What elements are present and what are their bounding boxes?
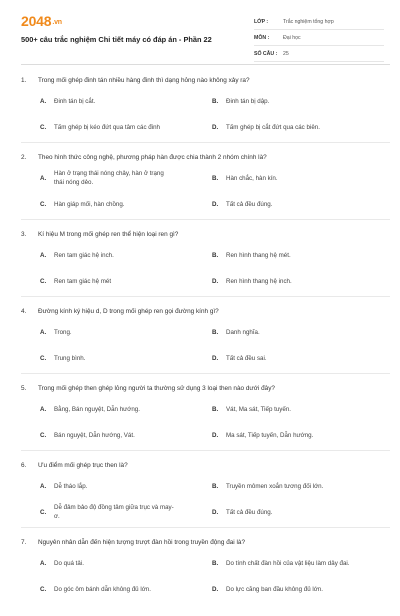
doc-title: 500+ câu trắc nghiệm Chi tiết máy có đáp án - Phần 22 bbox=[21, 35, 212, 44]
question-divider bbox=[21, 142, 390, 143]
option-text: Ren hình thang hệ mét. bbox=[226, 251, 291, 259]
option-text: Do tính chất đàn hồi của vật liệu làm dây đai. bbox=[226, 559, 350, 567]
option-a[interactable] bbox=[40, 476, 200, 496]
option-letter: D. bbox=[212, 277, 219, 285]
option-letter: B. bbox=[212, 328, 219, 336]
option-a[interactable] bbox=[40, 245, 200, 265]
option-a[interactable] bbox=[40, 322, 200, 342]
option-text: Do góc ôm bánh dẫn không đủ lớn. bbox=[54, 585, 151, 593]
option-text: Hàn ở trạng thái nóng chảy, hàn ở trạng thái nóng dẻo. bbox=[54, 170, 164, 186]
option-a[interactable] bbox=[40, 168, 200, 188]
option-a[interactable] bbox=[40, 91, 200, 111]
question-item bbox=[0, 231, 400, 308]
option-letter: A. bbox=[40, 482, 47, 490]
option-d[interactable] bbox=[212, 579, 382, 599]
question-list bbox=[0, 77, 400, 616]
meta-table bbox=[254, 14, 384, 62]
header-divider bbox=[21, 64, 390, 65]
option-letter: D. bbox=[212, 123, 219, 131]
option-text: Danh nghĩa. bbox=[226, 328, 260, 336]
site-logo[interactable]: 2048.vn bbox=[21, 13, 62, 29]
option-letter: D. bbox=[212, 354, 219, 362]
option-a[interactable] bbox=[40, 399, 200, 419]
question-number: 5. bbox=[21, 385, 27, 392]
question-item bbox=[0, 77, 400, 154]
option-text: Tất cả đều đúng. bbox=[226, 508, 273, 516]
option-letter: D. bbox=[212, 431, 219, 439]
option-letter: B. bbox=[212, 174, 219, 182]
option-text: Đinh tán bị cắt. bbox=[54, 97, 96, 105]
option-a[interactable] bbox=[40, 553, 200, 573]
option-text: Bằng, Bán nguyệt, Dẫn hướng. bbox=[54, 405, 140, 413]
option-d[interactable] bbox=[212, 271, 382, 291]
question-number: 3. bbox=[21, 231, 27, 238]
question-text: 5. Trong mối ghép then ghép lỏng người ta thường sử dụng 3 loại then nào dưới đây? bbox=[21, 385, 275, 392]
option-text: Truyền mômen xoắn tương đối lớn. bbox=[226, 482, 324, 490]
option-text: Do lực căng ban đầu không đủ lớn. bbox=[226, 585, 323, 593]
option-b[interactable] bbox=[212, 476, 382, 496]
option-letter: B. bbox=[212, 482, 219, 490]
meta-value: Trắc nghiệm tổng hợp bbox=[283, 18, 334, 25]
option-letter: D. bbox=[212, 508, 219, 516]
option-c[interactable] bbox=[40, 348, 200, 368]
option-letter: B. bbox=[212, 251, 219, 259]
option-text: Tất cả đều đúng. bbox=[226, 200, 273, 208]
option-letter: D. bbox=[212, 200, 219, 208]
option-letter: C. bbox=[40, 354, 47, 362]
option-c[interactable] bbox=[40, 271, 200, 291]
question-divider bbox=[21, 219, 390, 220]
option-b[interactable] bbox=[212, 553, 382, 573]
question-text: 6. Ưu điểm mối ghép trục then là? bbox=[21, 462, 128, 469]
option-text: Hàn giáp mối, hàn chồng. bbox=[54, 200, 125, 208]
option-d[interactable] bbox=[212, 117, 382, 137]
question-number: 7. bbox=[21, 539, 27, 546]
option-letter: B. bbox=[212, 405, 219, 413]
option-b[interactable] bbox=[212, 399, 382, 419]
option-c[interactable] bbox=[40, 579, 200, 599]
question-item bbox=[0, 308, 400, 385]
option-text: Trung bình. bbox=[54, 354, 86, 362]
meta-row-subject bbox=[254, 30, 384, 46]
option-letter: A. bbox=[40, 174, 47, 182]
question-item bbox=[0, 154, 400, 231]
question-divider bbox=[21, 373, 390, 374]
question-number: 4. bbox=[21, 308, 27, 315]
option-letter: C. bbox=[40, 123, 47, 131]
option-text: Hàn chắc, hàn kín. bbox=[226, 174, 278, 182]
option-letter: D. bbox=[212, 585, 219, 593]
question-text: 4. Đường kính ký hiệu d, D trong mối ghép ren gọi đường kính gì? bbox=[21, 308, 219, 315]
option-letter: C. bbox=[40, 200, 47, 208]
option-letter: C. bbox=[40, 585, 47, 593]
option-letter: A. bbox=[40, 251, 47, 259]
option-text: Vát, Ma sát, Tiếp tuyến. bbox=[226, 405, 292, 413]
option-text: Dễ tháo lắp. bbox=[54, 482, 88, 490]
question-number: 6. bbox=[21, 462, 27, 469]
option-text: Tấm ghép bị cắt đứt qua các biên. bbox=[226, 123, 320, 131]
meta-row-count bbox=[254, 46, 384, 62]
option-text: Ma sát, Tiếp tuyến, Dẫn hướng. bbox=[226, 431, 314, 439]
option-text: Tấm ghép bị kéo đứt qua tâm các đinh bbox=[54, 123, 160, 131]
option-text: Bán nguyệt, Dẫn hướng, Vát. bbox=[54, 431, 135, 439]
option-c[interactable] bbox=[40, 425, 200, 445]
question-number: 2. bbox=[21, 154, 27, 161]
option-c[interactable] bbox=[40, 194, 200, 214]
page-header bbox=[0, 0, 400, 66]
option-d[interactable] bbox=[212, 348, 382, 368]
meta-row-class bbox=[254, 14, 384, 30]
option-d[interactable] bbox=[212, 194, 382, 214]
option-letter: A. bbox=[40, 97, 47, 105]
option-letter: B. bbox=[212, 559, 219, 567]
option-text: Ren tam giác hệ mét bbox=[54, 277, 112, 285]
question-divider bbox=[21, 450, 390, 451]
option-letter: B. bbox=[212, 97, 219, 105]
meta-label: MÔN : bbox=[254, 34, 270, 41]
question-item bbox=[0, 462, 400, 539]
option-text: Tất cả đều sai. bbox=[226, 354, 267, 362]
option-c[interactable] bbox=[40, 502, 200, 522]
question-text: 3. Kí hiệu M trong mối ghép ren thể hiện loại ren gì? bbox=[21, 231, 179, 238]
meta-value: 25 bbox=[283, 50, 289, 57]
option-b[interactable] bbox=[212, 168, 382, 188]
question-text: 2. Theo hình thức công nghệ, phương pháp hàn được chia thành 2 nhóm chính là? bbox=[21, 154, 267, 161]
option-letter: A. bbox=[40, 559, 47, 567]
option-b[interactable] bbox=[212, 91, 382, 111]
option-letter: C. bbox=[40, 508, 47, 516]
option-letter: A. bbox=[40, 328, 47, 336]
option-text: Dễ đảm bảo độ đồng tâm giữa trục và may-ơ. bbox=[54, 504, 174, 520]
option-letter: C. bbox=[40, 431, 47, 439]
meta-value: Đại học bbox=[283, 34, 301, 41]
question-text: 1. Trong mối ghép đinh tán nhiều hàng đinh thì dạng hỏng nào không xảy ra? bbox=[21, 77, 250, 84]
option-letter: A. bbox=[40, 405, 47, 413]
question-item bbox=[0, 385, 400, 462]
question-item bbox=[0, 539, 400, 616]
option-text: Ren hình thang hệ inch. bbox=[226, 277, 292, 285]
meta-label: SỐ CÂU : bbox=[254, 50, 278, 57]
option-text: Do quá tải. bbox=[54, 559, 84, 567]
option-d[interactable] bbox=[212, 425, 382, 445]
option-c[interactable] bbox=[40, 117, 200, 137]
option-letter: C. bbox=[40, 277, 47, 285]
question-text: 7. Nguyên nhân dẫn đến hiện tượng trượt đàn hồi trong truyền động đai là? bbox=[21, 539, 246, 546]
option-text: Đinh tán bị dập. bbox=[226, 97, 270, 105]
question-divider bbox=[21, 296, 390, 297]
question-divider bbox=[21, 527, 390, 528]
option-text: Ren tam giác hệ inch. bbox=[54, 251, 114, 259]
option-b[interactable] bbox=[212, 245, 382, 265]
option-b[interactable] bbox=[212, 322, 382, 342]
question-number: 1. bbox=[21, 77, 27, 84]
option-text: Trong. bbox=[54, 328, 72, 336]
meta-label: LỚP : bbox=[254, 18, 269, 25]
option-d[interactable] bbox=[212, 502, 382, 522]
